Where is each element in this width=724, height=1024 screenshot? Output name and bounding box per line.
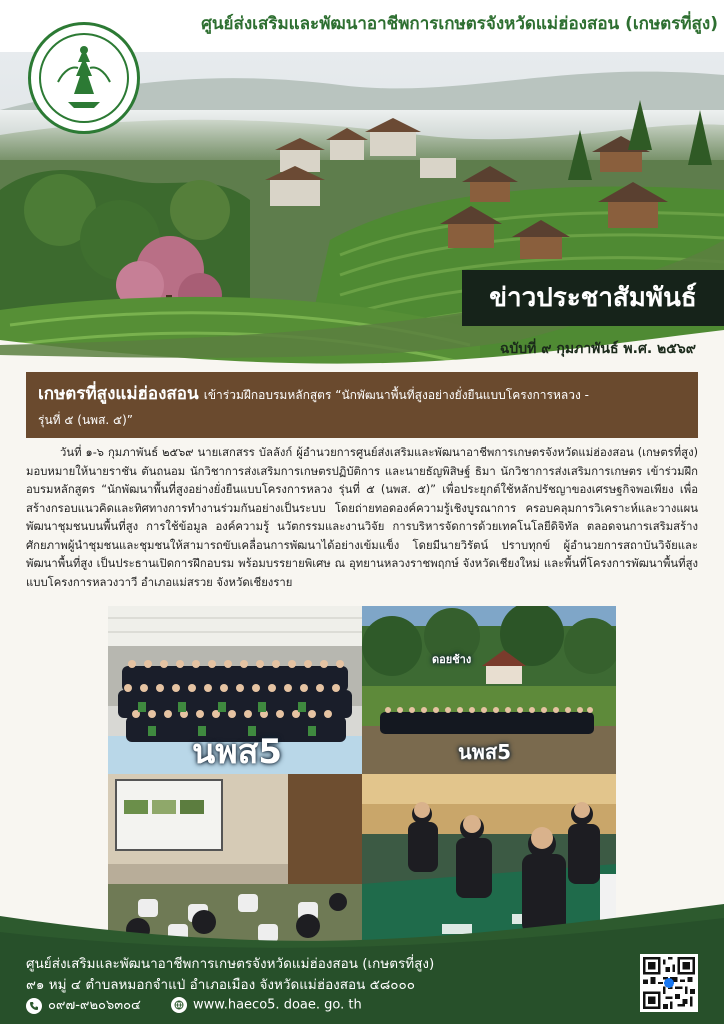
website-link[interactable] [171,997,362,1013]
headline-line2: รุ่นที่ ๕ (นพส. ๕)” [38,413,133,427]
website-url: www.haeco5. doae. go. th [193,997,362,1012]
photo-group-outdoor [362,606,616,774]
footer-contacts [26,994,388,1012]
headline-sub: เข้าร่วมฝึกอบรมหลักสูตร “นักพัฒนาพื้นที่สูงอย่างยั่งยืนแบบโครงการหลวง - [203,388,589,402]
photo-label-nps5: นพส5 [192,732,283,772]
headline-box [26,372,698,438]
article-paragraph: วันที่ ๑-๖ กุมภาพันธ์ ๒๕๖๙ นายเสกสรร บัลลังก์ ผู้อำนวยการศูนย์ส่งเสริมและพัฒนาอาชีพการเกษตรจังหวัดแม่ฮ่องสอน (เกษตรที่สูง) มอบหมายให้นายราชัน ตันถนอม นักวิชาการส่งเสริมการเกษตรปฏิบัติการ และนายธัญพิสิษฐ์ ธิมา นักวิชาการส่งเสริมการเกษตร เข้าร่วมฝึกอบรมหลักสูตร “นักพัฒนาพื้นที่สูงอย่างยั่งยืนแบบโครงการหลวง รุ่นที่ ๕ (นพส. ๕)” เพื่อประยุกต์ใช้หลักปรัชญาของเศรษฐกิจพอเพียง เพื่อสร้างกรอบแนวคิดและทิศทางการทำงานร่วมกันอย่างเป็นระบบ โดยถ่ายทอดองค์ความรู้เชิงบูรณาการ ครอบคลุมการวิเคราะห์และวางแผนพัฒนาชุมชนบนพื้นที่สูง การใช้ข้อมูล องค์ความรู้ นวัตกรรมและงานวิจัย การบริหารจัดการด้วยเทคโนโลยีดิจิทัล ตลอดจนการเสริมสร้างศักยภาพผู้นำชุมชนและชุมชนให้สามารถขับเคลื่อนการพัฒนาได้อย่างเข้มแข็ง โดยมีนายวิรัตน์ ปราบทุกข์ ผู้อำนวยการสถาบันวิจัยและพัฒนาพื้นที่สูง เป็นประธานเปิดการฝึกอบรม พร้อมบรรยายพิเศษ ณ อุทยานหลวงราชพฤกษ์ จังหวัดเชียงใหม่ และพื้นที่โครงการพัฒนาพื้นที่สูงแบบโครงการหลวงวาวี อำเภอแม่สรวย จังหวัดเชียงราย [26,446,698,589]
phone-icon [26,998,42,1014]
section-label: ข่าวประชาสัมพันธ์ [489,283,697,313]
center-name-title: ศูนย์ส่งเสริมและพัฒนาอาชีพการเกษตรจังหวัดแม่ฮ่องสอน (เกษตรที่สูง) [201,14,718,34]
photo-label-nps5: นพส5 [458,740,511,764]
photo-sign-doi-chang: ดอยช้าง [432,653,472,666]
section-label-band [462,270,724,326]
headline-main: เกษตรที่สูงแม่ฮ่องสอน [38,384,199,404]
phone-contact[interactable] [26,994,141,1015]
article-body [26,444,698,592]
footer-org-name: ศูนย์ส่งเสริมและพัฒนาอาชีพการเกษตรจังหวัดแม่ฮ่องสอน (เกษตรที่สูง) [26,956,435,972]
globe-icon [171,997,187,1013]
seal-logo-icon [28,22,140,134]
phone-number: ๐๙๗-๙๒๐๖๓๐๔ [48,998,141,1013]
photo-group-indoor [108,606,362,774]
qr-code-icon[interactable] [640,954,698,1012]
footer-address: ๙๑ หมู่ ๔ ตำบลหมอกจำแป่ อำเภอเมือง จังหวัดแม่ฮ่องสอน ๕๘๐๐๐ [26,977,415,993]
issue-date: ฉบับที่ ๙ กุมภาพันธ์ พ.ศ. ๒๕๖๙ [499,341,696,357]
